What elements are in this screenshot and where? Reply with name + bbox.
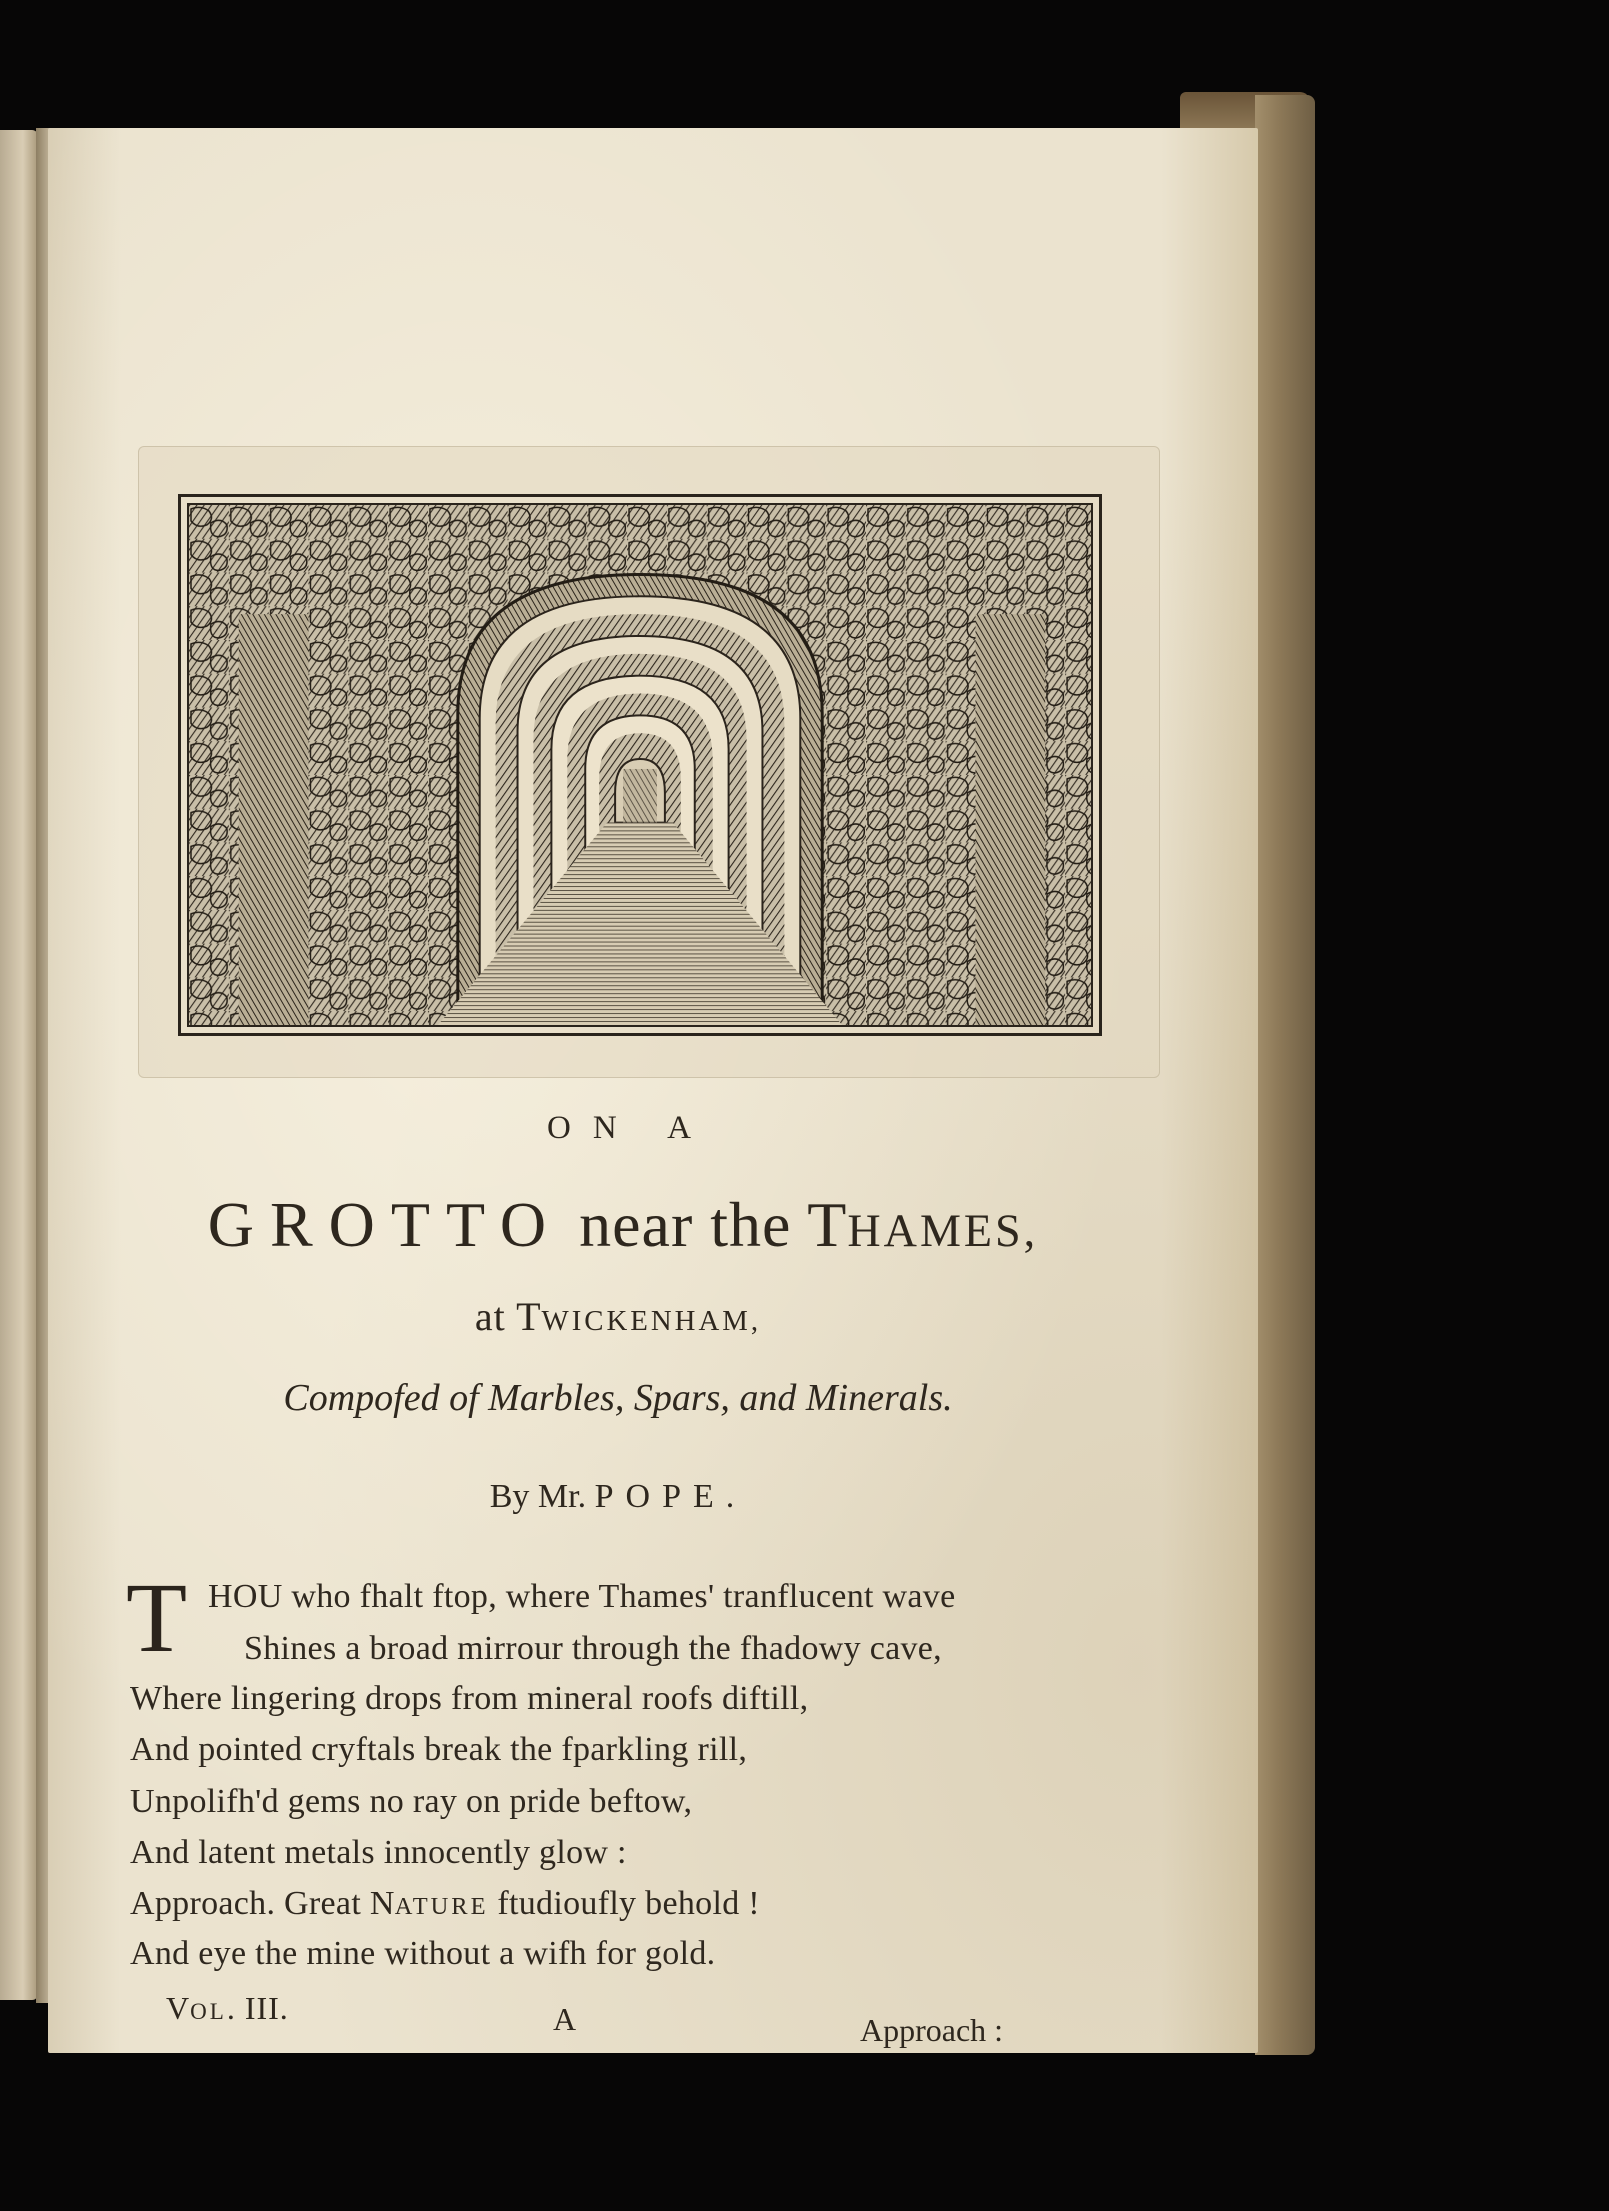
verse-approach: Approach. Great (130, 1885, 370, 1922)
vol-initial: V (166, 1990, 191, 2026)
verse-line: And eye the mine without a wifh for gold. (130, 1935, 716, 1972)
verse-line-seven-tail: ftudioufly behold ! (488, 1885, 760, 1922)
volume-number (166, 1990, 289, 2027)
title-grotto: GROTTO (207, 1189, 563, 1260)
vol-number: . III. (226, 1990, 289, 2026)
subtitle-at: at (474, 1294, 517, 1339)
grotto-engraving (187, 503, 1093, 1027)
nature-rest: ATURE (394, 1893, 489, 1920)
verse-line: Shines a broad mirrour through the fhadowy cave, (244, 1630, 942, 1667)
verse-line: HOU who fhalt ftop, where Thames' tranflucent wave (208, 1578, 956, 1615)
catchword: Approach : (860, 2012, 1004, 2048)
book-page (48, 128, 1258, 2053)
verse-line (130, 1885, 760, 1923)
title-thames-initial: T (807, 1189, 848, 1260)
byline-by: By Mr. (489, 1478, 595, 1515)
author-name: POPE. (594, 1478, 747, 1515)
drop-cap: T (126, 1562, 188, 1673)
verse-line: Unpolifh'd gems no ray on pride beftow, (130, 1783, 693, 1820)
verse-line: And latent metals innocently glow : (130, 1834, 627, 1871)
verse-line: Where lingering drops from mineral roofs diftill, (130, 1680, 809, 1717)
nature-initial: N (369, 1885, 395, 1922)
subtitle-twickenham-rest: WICKENHAM, (541, 1305, 762, 1337)
poem-title (118, 1188, 1128, 1262)
heading-on-a: ON A (547, 1110, 713, 1146)
author-byline (48, 1478, 1188, 1516)
vol-rest: OL (190, 1998, 227, 2024)
engraving-frame (178, 494, 1102, 1036)
title-thames-rest: HAMES, (847, 1205, 1039, 1256)
left-page-edge (0, 130, 38, 2000)
subtitle-twickenham-initial: T (516, 1294, 542, 1339)
composed-line: Compofed of Marbles, Spars, and Minerals. (283, 1377, 953, 1419)
verse-line: And pointed cryftals break the fparkling rill, (130, 1731, 748, 1768)
poem-subtitle (48, 1293, 1188, 1340)
signature-mark: A (553, 2001, 577, 2037)
page-edge-stack (1255, 95, 1315, 2055)
title-near: near the (562, 1189, 808, 1260)
